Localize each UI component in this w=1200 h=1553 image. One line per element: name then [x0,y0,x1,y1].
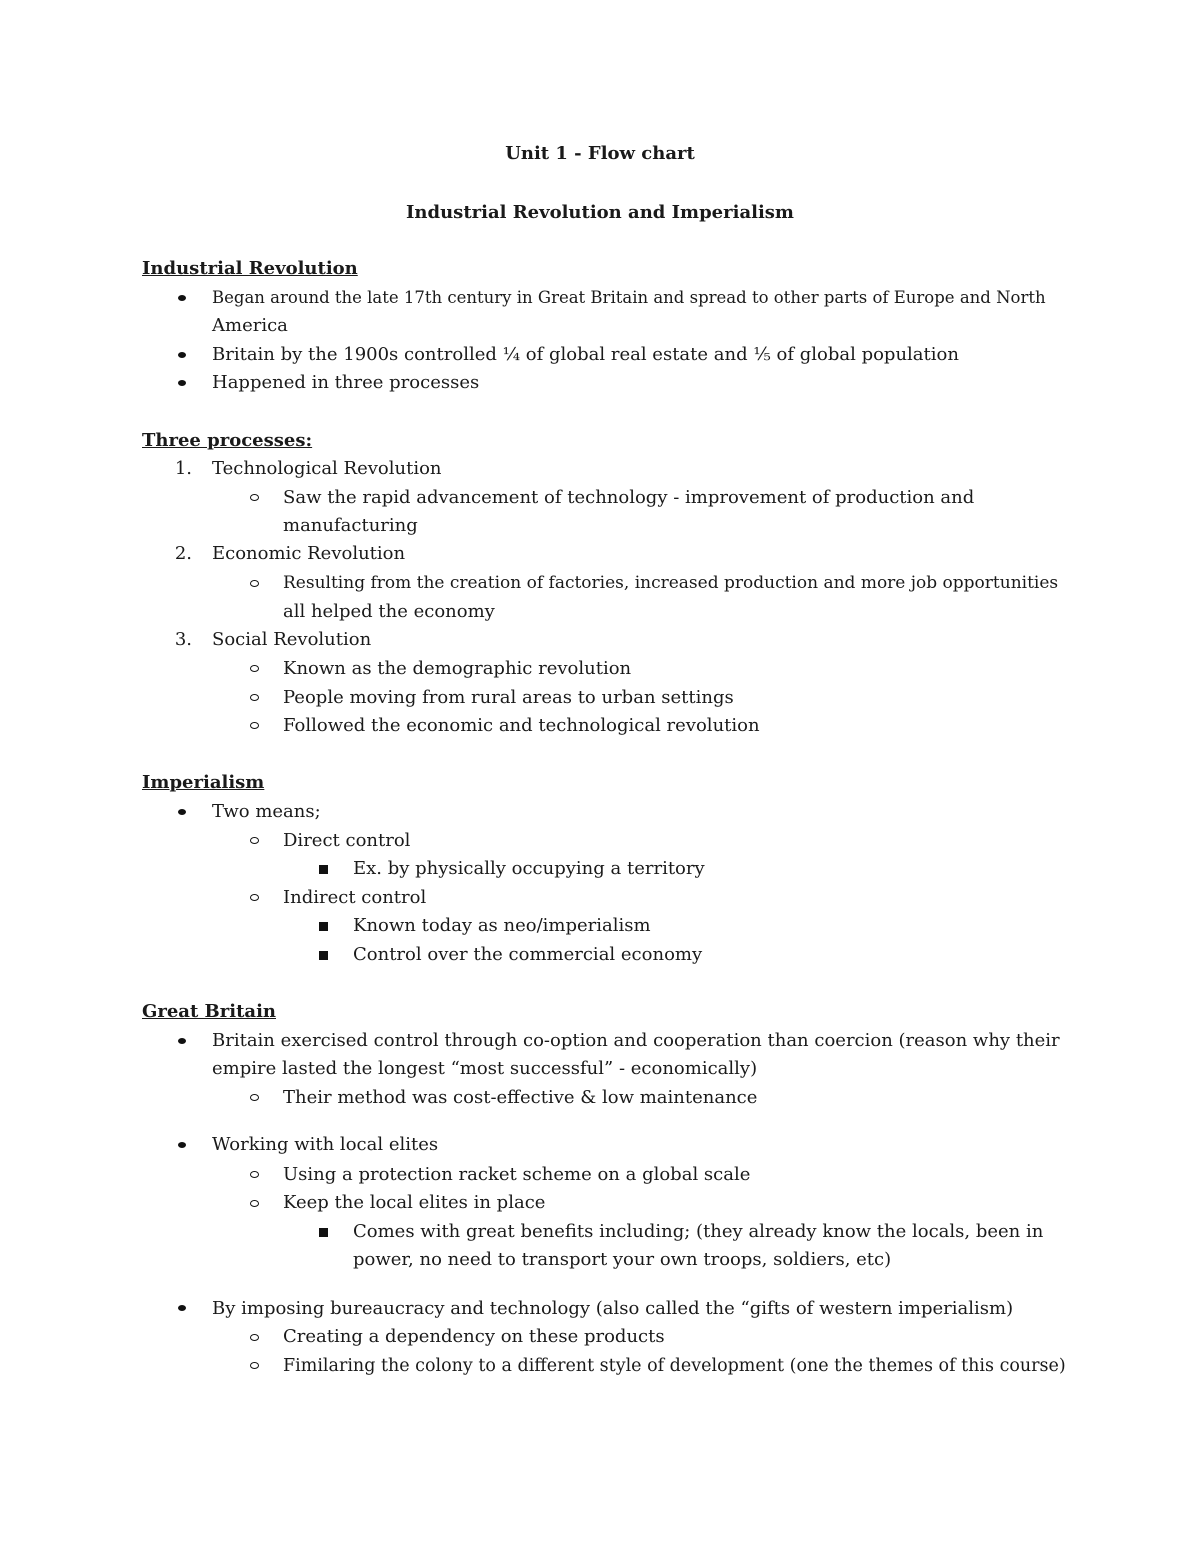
list-item: Economic Revolution [212,543,406,564]
bullet-text: Began around the late 17th century in Great Britain and spread to other parts of Europe and North [212,288,1046,307]
sub-bullet-text-continued: manufacturing [283,515,418,536]
bullet-text: Britain exercised control through co-option and cooperation than coercion (reason why their [212,1030,1060,1051]
sub-bullet-text: Fimilaring the colony to a different style of development (one the themes of this course) [283,1356,1066,1376]
bullet-icon [178,352,186,358]
list-number: 1. [174,458,192,479]
bullet-text: By imposing bureaucracy and technology (also called the “gifts of western imperialism) [212,1298,1014,1319]
sub-bullet-icon [250,665,259,672]
sub-bullet-text: Using a protection racket scheme on a global scale [283,1164,751,1185]
list-item: Technological Revolution [212,458,442,479]
section-heading-great-britain: Great Britain [142,1001,276,1022]
section-heading-three-processes: Three processes: [142,430,313,451]
sub-bullet-text: People moving from rural areas to urban settings [283,687,734,708]
sub-bullet-text: Resulting from the creation of factories, increased production and more job opportunities [283,573,1059,593]
sub-sub-bullet-text: Control over the commercial economy [353,944,703,965]
sub-bullet-text: Keep the local elites in place [283,1192,546,1213]
sub-bullet-icon [250,722,259,729]
bullet-icon [178,380,186,386]
section-heading-industrial-revolution: Industrial Revolution [142,258,358,279]
sub-bullet-icon [250,1334,259,1341]
sub-bullet-text-continued: all helped the economy [283,601,495,622]
bullet-icon [178,1142,186,1148]
sub-bullet-icon [250,1200,259,1207]
bullet-icon [178,1305,186,1311]
document-title: Unit 1 - Flow chart [505,143,695,164]
bullet-text: Working with local elites [212,1134,439,1155]
square-bullet-icon [319,865,328,874]
section-heading-imperialism: Imperialism [142,772,265,793]
sub-bullet-text: Indirect control [283,887,427,908]
bullet-text-continued: America [212,315,288,336]
sub-bullet-text: Direct control [283,830,411,851]
sub-bullet-text: Their method was cost-effective & low maintenance [283,1087,758,1108]
list-number: 2. [174,543,192,564]
bullet-icon [178,1038,186,1044]
document-subtitle: Industrial Revolution and Imperialism [406,202,794,223]
bullet-text: Two means; [212,801,321,822]
sub-bullet-text: Known as the demographic revolution [283,658,632,679]
sub-bullet-icon [250,494,259,501]
sub-bullet-icon [250,694,259,701]
bullet-text-continued: empire lasted the longest “most successful” - economically) [212,1058,758,1079]
sub-bullet-icon [250,580,259,587]
sub-bullet-text: Creating a dependency on these products [283,1326,665,1347]
bullet-icon [178,809,186,815]
list-number: 3. [174,629,192,650]
sub-bullet-icon [250,1171,259,1178]
square-bullet-icon [319,922,328,931]
sub-sub-bullet-text: Ex. by physically occupying a territory [353,858,705,879]
sub-bullet-icon [250,837,259,844]
sub-bullet-icon [250,1362,259,1369]
sub-bullet-icon [250,894,259,901]
sub-sub-bullet-text: Known today as neo/imperialism [353,915,651,936]
sub-bullet-text: Saw the rapid advancement of technology - improvement of production and [283,487,975,508]
square-bullet-icon [319,951,328,960]
sub-sub-bullet-text: Comes with great benefits including; (they already know the locals, been in [353,1221,1044,1242]
bullet-icon [178,295,186,301]
bullet-text: Happened in three processes [212,372,480,393]
sub-bullet-icon [250,1094,259,1101]
sub-sub-bullet-text-continued: power, no need to transport your own troops, soldiers, etc) [353,1249,892,1270]
bullet-text: Britain by the 1900s controlled ¼ of global real estate and ⅕ of global population [212,344,959,365]
square-bullet-icon [319,1228,328,1237]
list-item: Social Revolution [212,629,372,650]
sub-bullet-text: Followed the economic and technological revolution [283,715,760,736]
